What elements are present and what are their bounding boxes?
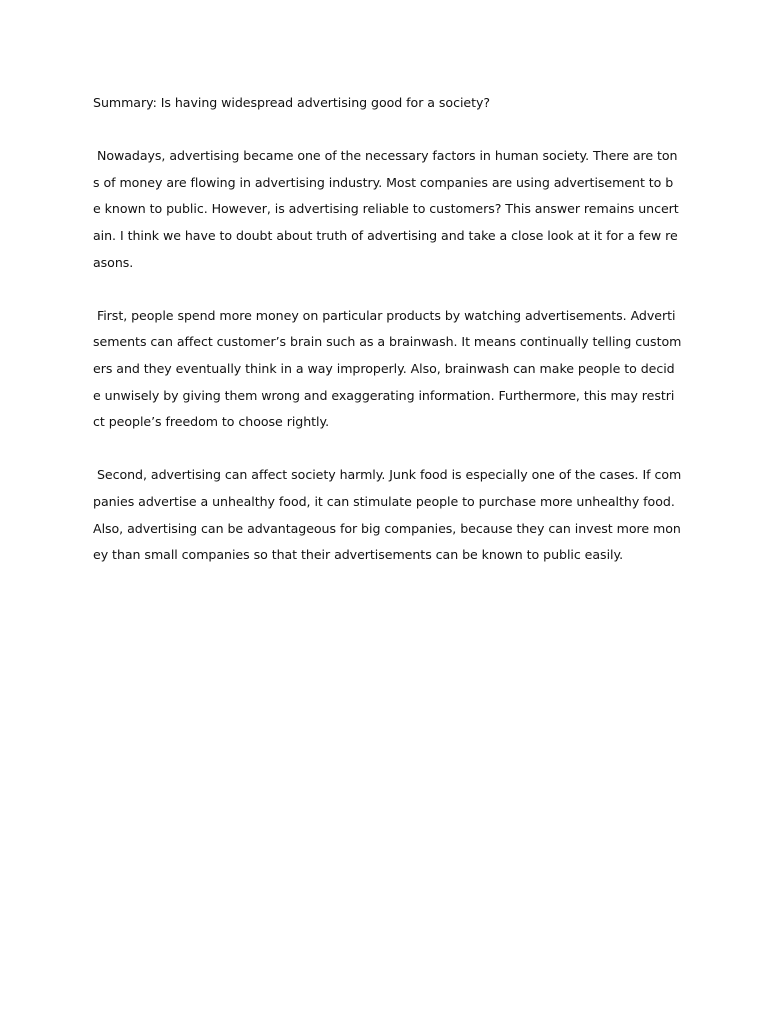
paragraph-line: Also, advertising can be advantageous for big companies, because they can invest more mon (93, 520, 681, 536)
paragraph-line: e unwisely by giving them wrong and exaggerating information. Furthermore, this may restri (93, 387, 675, 403)
paragraph-gap (93, 276, 693, 303)
paragraph-line: e known to public. However, is advertising reliable to customers? This answer remains uncert (93, 201, 679, 217)
paragraph-line: ct people’s freedom to choose rightly. (93, 414, 330, 430)
paragraph-line: ain. I think we have to doubt about truth of advertising and take a close look at it for a few re (93, 227, 678, 243)
paragraph-line: Second, advertising can affect society harmly. Junk food is especially one of the cases. If com (93, 467, 682, 483)
paragraph-line: ey than small companies so that their advertisements can be known to public easily. (93, 547, 624, 563)
paragraph-2 (93, 303, 693, 436)
document-title: Summary: Is having widespread advertising good for a society? (93, 95, 491, 110)
paragraph-line: sements can affect customer’s brain such as a brainwash. It means continually telling custom (93, 334, 682, 350)
paragraph-line: asons. (93, 254, 134, 270)
paragraph-line: Nowadays, advertising became one of the necessary factors in human society. There are ton (93, 148, 678, 164)
document-page (93, 90, 693, 569)
paragraph-line: panies advertise a unhealthy food, it can stimulate people to purchase more unhealthy food. (93, 493, 675, 509)
paragraph-line: s of money are flowing in advertising industry. Most companies are using advertisement to b (93, 174, 674, 190)
paragraph-gap (93, 117, 693, 144)
paragraph-3 (93, 462, 693, 568)
paragraph-line: ers and they eventually think in a way improperly. Also, brainwash can make people to decid (93, 360, 675, 376)
paragraph-1 (93, 143, 693, 276)
paragraph-line: First, people spend more money on particular products by watching advertisements. Adverti (93, 307, 676, 323)
paragraph-gap (93, 436, 693, 463)
